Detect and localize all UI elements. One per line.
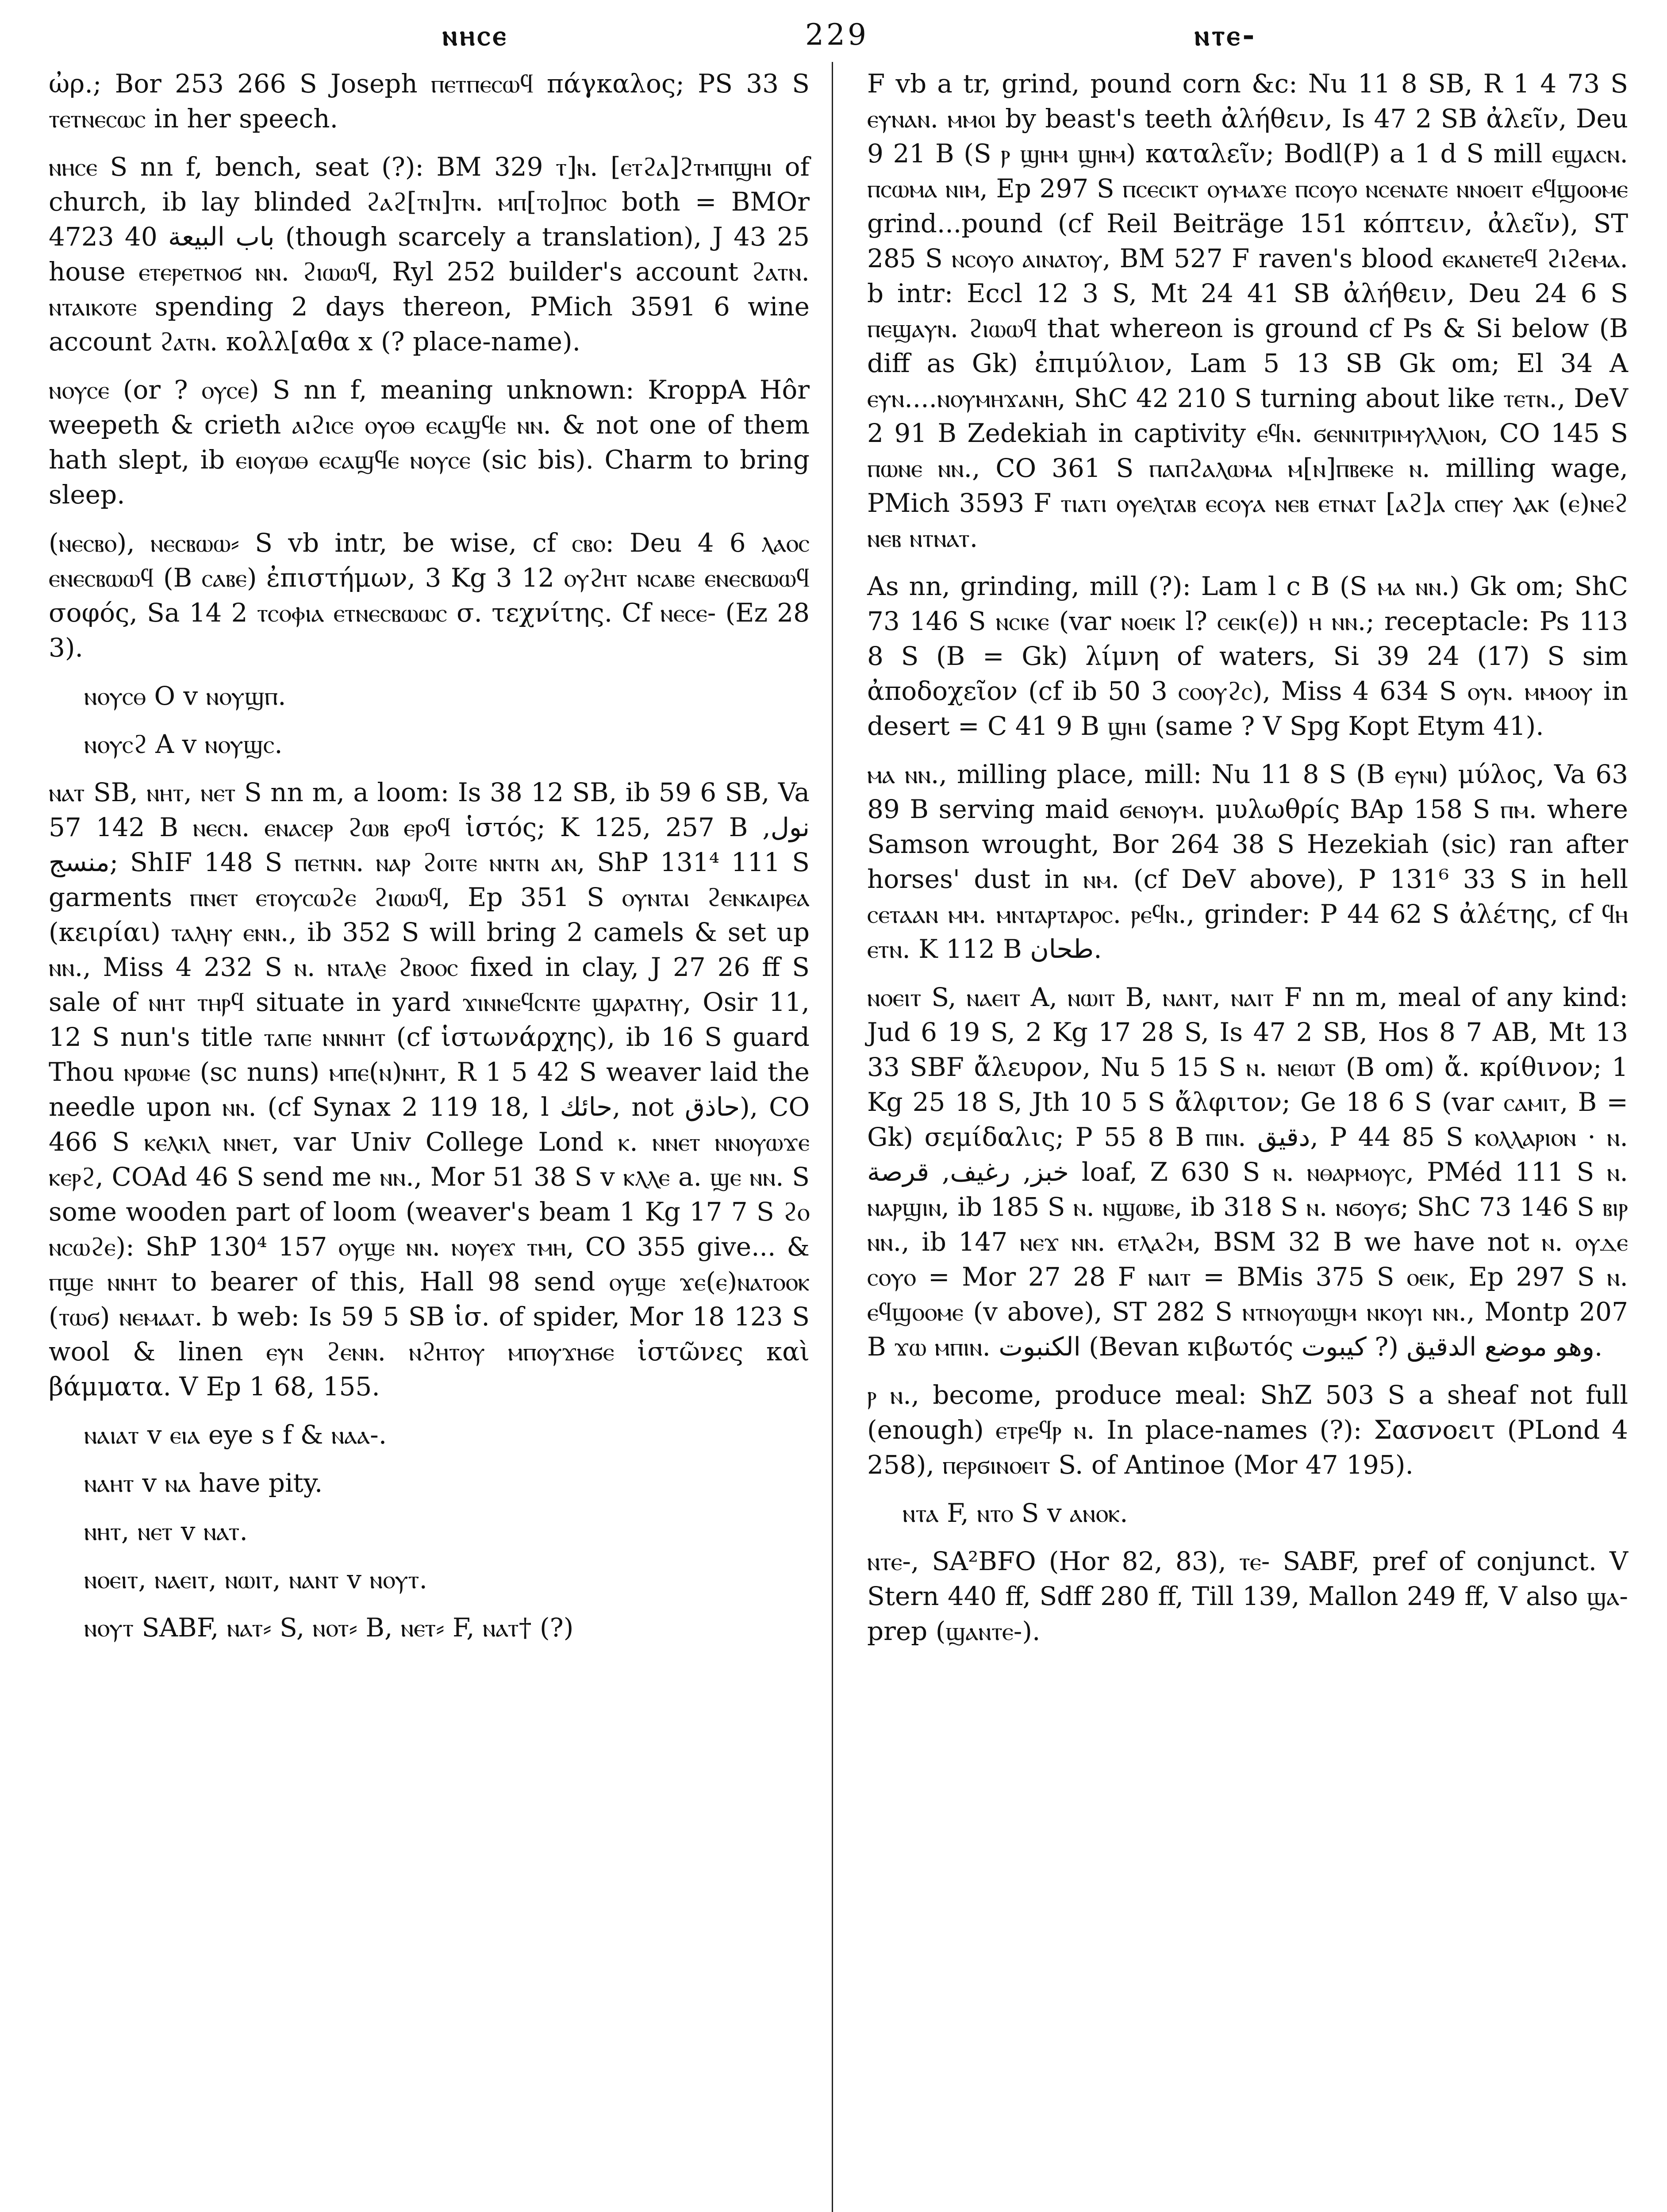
- header-left-headword: ⲛⲏⲥⲉ: [442, 18, 509, 52]
- entry-naiat: ⲛⲁⲓⲁⲧ v ⲉⲓⲁ eye s f & ⲛⲁⲁ-.: [84, 1420, 387, 1450]
- entry-naht: ⲛⲁⲏⲧ v ⲛⲁ have pity.: [84, 1468, 323, 1498]
- entry-nouse: ⲛⲟⲩⲥⲉ (or ? ⲟⲩⲥⲉ) S nn f, meaning unknown: KroppA Hôr weepeth & crieth ⲁⲓϩⲓⲥⲉ ⲟⲩⲟⲑ ⲉⲥⲁϣϥⲉ ⲛⲛ. & not one of them hath slept, ib ⲉⲓⲟⲩⲱⲑ ⲉⲥⲁϣϥⲉ ⲛⲟⲩⲥⲉ (sic bis). Charm to bring sleep.: [49, 375, 810, 510]
- entry-ma-nn: ⲙⲁ ⲛⲛ., milling place, mill: Nu 11 8 S (B ⲉⲩⲛⲓ) μύλος, Va 63 89 B serving maid ϭⲉⲛⲟⲩⲙ. μυλωθρίς BAp 158 S ⲡⲙ. where Samson wrought, Bor 264 38 S Hezekiah (sic) ran after horses' dust in ⲛⲙ. (cf DeV above), P 131⁶ 33 S in hell ⲥⲉⲧⲁⲁⲛ ⲙⲙ. ⲙⲛⲧⲁⲣⲧⲁⲣⲟⲥ. ⲣⲉϥⲛ., grinder: P 44 62 S ἀλέτης, cf ϥⲏ ⲉⲧⲛ. K 112 B طحان.: [867, 759, 1628, 964]
- entry-nte: ⲛⲧⲉ-, SA²BFO (Hor 82, 83), ⲧⲉ- SABF, pref of conjunct. V Stern 440 ff, Sdff 280 ff, Till 139, Mallon 249 ff, V also ϣⲁ- prep (ϣⲁⲛⲧⲉ-).: [867, 1546, 1628, 1646]
- entry-nht: ⲛⲏⲧ, ⲛⲉⲧ v ⲛⲁⲧ.: [84, 1516, 248, 1546]
- column-divider: [832, 62, 833, 2212]
- entry-continuation: ὠρ.; Bor 253 266 S Joseph ⲡⲉⲧⲡⲉⲥⲱϥ πάγκαλος; PS 33 S ⲧⲉⲧⲛⲉⲥⲱⲥ in her speech.: [49, 69, 810, 134]
- right-column: [867, 66, 1628, 1662]
- header-right-headword: ⲛⲧⲉ-: [1195, 18, 1257, 52]
- entry-noeit: ⲛⲟⲉⲓⲧ, ⲛⲁⲉⲓⲧ, ⲛⲱⲓⲧ, ⲛⲁⲛⲧ v ⲛⲟⲩⲧ.: [84, 1564, 427, 1594]
- entry-nesbo: (ⲛⲉⲥⲃⲟ), ⲛⲉⲥⲃⲱⲱ⸗ S vb intr, be wise, cf ⲥⲃⲟ: Deu 4 6 ⲗⲁⲟⲥ ⲉⲛⲉⲥⲃⲱⲱϥ (B ⲥⲁⲃⲉ) ἐπιστήμων, 3 Kg 3 12 ⲟⲩϩⲏⲧ ⲛⲥⲁⲃⲉ ⲉⲛⲉⲥⲃⲱⲱϥ σοφός, Sa 14 2 ⲧⲥⲟⲫⲓⲁ ⲉⲧⲛⲉⲥⲃⲱⲱⲥ σ. τεχνίτης. Cf ⲛⲉⲥⲉ- (Ez 28 3).: [49, 528, 810, 663]
- page-header: [0, 18, 1667, 66]
- entry-nousch: ⲛⲟⲩⲥϩ A v ⲛⲟⲩϣⲥ.: [84, 729, 283, 759]
- entry-as-noun: As nn, grinding, mill (?): Lam l c B (S ⲙⲁ ⲛⲛ.) Gk om; ShC 73 146 S ⲛⲥⲓⲕⲉ (var ⲛⲟⲉⲓⲕ l? ⲥⲉⲓⲕ(ⲉ)) ⲏ ⲛⲛ.; receptacle: Ps 113 8 S (B = Gk) λίμνη of waters, Si 39 24 (17) S sim ἀποδοχεῖον (cf ib 50 3 ⲥⲟⲟⲩϩⲥ), Miss 4 634 S ⲟⲩⲛ. ⲙⲙⲟⲟⲩ in desert = C 41 9 B ϣⲏⲓ (same ? V Spg Kopt Etym 41).: [867, 571, 1628, 741]
- entry-nta: ⲛⲧⲁ F, ⲛⲧⲟ S v ⲁⲛⲟⲕ.: [903, 1498, 1128, 1528]
- entry-nousth: ⲛⲟⲩⲥⲑ O v ⲛⲟⲩϣⲡ.: [84, 681, 286, 711]
- left-column: [49, 66, 810, 1659]
- entry-r-n: ⲣ ⲛ., become, produce meal: ShZ 503 S a sheaf not full (enough) ⲉⲧⲣⲉϥⲣ ⲛ. In place-names (?): Σασνοειτ (PLond 4 258), ⲡⲉⲣϭⲓⲛⲟⲉⲓⲧ S. of Antinoe (Mor 47 195).: [867, 1380, 1628, 1480]
- page-number: 229: [805, 18, 869, 52]
- entry-nout: ⲛⲟⲩⲧ SABF, ⲛⲁⲧ⸗ S, ⲛⲟⲧ⸗ B, ⲛⲉⲧ⸗ F, ⲛⲁⲧ† (?): [84, 1613, 574, 1643]
- entry-nat: ⲛⲁⲧ SB, ⲛⲏⲧ, ⲛⲉⲧ S nn m, a loom: Is 38 12 SB, ib 59 6 SB, Va 57 142 B ⲛⲉⲥⲛ. ⲉⲛⲁⲥⲉⲣ ϩⲱⲃ ⲉⲣⲟϥ ἱστός; K 125, 257 B نول, منسج; ShIF 148 S ⲡⲉⲧⲛⲛ. ⲛⲁⲣ ϩⲟⲓⲧⲉ ⲛⲛⲧⲛ ⲁⲛ, ShP 131⁴ 111 S garments ⲡⲛⲉⲧ ⲉⲧⲟⲩⲥⲱϩⲉ ϩⲓⲱⲱϥ, Ep 351 S ⲟⲩⲛⲧⲁⲓ ϩⲉⲛⲕⲁⲓⲣⲉⲁ (κειρίαι) ⲧⲁⲗⲏⲩ ⲉⲛⲛ., ib 352 S will bring 2 camels & set up ⲛⲛ., Miss 4 232 S ⲛ. ⲛⲧⲁⲗⲉ ϩⲃⲟⲟⲥ fixed in clay, J 27 26 ff S sale of ⲛⲏⲧ ⲧⲏⲣϥ situate in yard ϫⲓⲛⲛⲉϥⲥⲛⲧⲉ ϣⲁⲣⲁⲧⲏⲩ, Osir 11, 12 S nun's title ⲧⲁⲡⲉ ⲛⲛⲛⲏⲧ (cf ἱστωνάρχης), ib 16 S guard Thou ⲛⲣⲱⲙⲉ (sc nuns) ⲙⲡⲉ(ⲛ)ⲛⲏⲧ, R 1 5 42 S weaver laid the needle upon ⲛⲛ. (cf Synax 2 119 18, l حائك, not حاذق), CO 466 S ⲕⲉⲗⲕⲓⲗ ⲛⲛⲉⲧ, var Univ College Lond ⲕ. ⲛⲛⲉⲧ ⲛⲛⲟⲩⲱϫⲉ ⲕⲉⲣϩ, COAd 46 S send me ⲛⲛ., Mor 51 38 S v ⲕⲗⲗⲉ a. ϣⲉ ⲛⲛ. S some wooden part of loom (weaver's beam 1 Kg 17 7 S ϩⲟ ⲛⲥⲱϩⲉ): ShP 130⁴ 157 ⲟⲩϣⲉ ⲛⲛ. ⲛⲟⲩⲉϫ ⲧⲙⲏ, CO 355 give... & ⲡϣⲉ ⲛⲛⲏⲧ to bearer of this, Hall 98 send ⲟⲩϣⲉ ϫⲉ(ⲉ)ⲛⲁⲧⲟⲟⲕ (ⲧⲱϭ) ⲛⲉⲙⲁⲁⲧ. b web: Is 59 5 SB ἱσ. of spider, Mor 18 123 S wool & linen ⲉⲩⲛ ϩⲉⲛⲛ. ⲛϩⲏⲧⲟⲩ ⲙⲡⲟⲩϫⲏϭⲉ ἱστῶνες καὶ βάμματα. V Ep 1 68, 155.: [49, 777, 810, 1402]
- entry-noeit-meal: ⲛⲟⲉⲓⲧ S, ⲛⲁⲉⲓⲧ A, ⲛⲱⲓⲧ B, ⲛⲁⲛⲧ, ⲛⲁⲓⲧ F nn m, meal of any kind: Jud 6 19 S, 2 Kg 17 28 S, Is 47 2 SB, Hos 8 7 AB, Mt 13 33 SBF ἄλευρον, Nu 5 15 S ⲛ. ⲛⲉⲓⲱⲧ (B om) ἄ. κρίθινον; 1 Kg 25 18 S, Jth 10 5 S ἄλφιτον; Ge 18 6 S (var ⲥⲁⲙⲓⲧ, B = Gk) σεμίδαλις; P 55 8 B ⲡⲓⲛ. دقيق, P 44 85 S ⲕⲟⲗⲗⲁⲣⲓⲟⲛ · ⲛ. خبز, رغيف, قرصة loaf, Z 630 S ⲛ. ⲛⲑⲁⲣⲙⲟⲩⲥ, PMéd 111 S ⲛ. ⲛⲁⲣϣⲓⲛ, ib 185 S ⲛ. ⲛϣⲱⲃⲉ, ib 318 S ⲛ. ⲛϭⲟⲩϭ; ShC 73 146 S ⲃⲓⲣ ⲛⲛ., ib 147 ⲛⲉϫ ⲛⲛ. ⲉⲧⲗⲁϩⲙ, BSM 32 B we have not ⲛ. ⲟⲩⲇⲉ ⲥⲟⲩⲟ = Mor 27 28 F ⲛⲁⲓⲧ = BMis 375 S ⲟⲉⲓⲕ, Ep 297 S ⲛ. ⲉϥϣⲟⲟⲙⲉ (v above), ST 282 S ⲛⲧⲛⲟⲩⲱϣⲙ ⲛⲕⲟⲩⲓ ⲛⲛ., Montp 207 B ϫⲱ ⲙⲡⲓⲛ. الكنبوت (Bevan κιβωτός كيبوت ?) وهو موضع الدقيق.: [867, 982, 1628, 1362]
- entry-nout-continued: F vb a tr, grind, pound corn &c: Nu 11 8 SB, R 1 4 73 S ⲉⲩⲛⲁⲛ. ⲙⲙⲟⲓ by beast's teeth ἀλήθειν, Is 47 2 SB ἀλεῖν, Deu 9 21 B (S ⲣ ϣⲏⲙ ϣⲏⲙ) καταλεῖν; Bodl(P) a 1 d S mill ⲉϣⲁⲥⲛ. ⲡⲥⲱⲙⲁ ⲛⲓⲙ, Ep 297 S ⲡⲥⲉⲥⲓⲕⲧ ⲟⲩⲙⲁϫⲉ ⲡⲥⲟⲩⲟ ⲛⲥⲉⲛⲁⲧⲉ ⲛⲛⲟⲉⲓⲧ ⲉϥϣⲟⲟⲙⲉ grind...pound (cf Reil Beiträge 151 κόπτειν, ἀλεῖν), ST 285 S ⲛⲥⲟⲩⲟ ⲁⲓⲛⲁⲧⲟⲩ, BM 527 F raven's blood ⲉⲕⲁⲛⲉⲧⲉϥ ϩⲓϩⲉⲙⲁ. b intr: Eccl 12 3 S, Mt 24 41 SB ἀλήθειν, Deu 24 6 S ⲡⲉϣⲁⲩⲛ. ϩⲓⲱⲱϥ that whereon is ground cf Ps & Si below (B diff as Gk) ἐπιμύλιον, Lam 5 13 SB Gk om; El 34 A ⲉⲩⲛ....ⲛⲟⲩⲙⲏϫⲁⲛⲏ, ShC 42 210 S turning about like ⲧⲉⲧⲛ., DeV 2 91 B Zedekiah in captivity ⲉϥⲛ. ϭⲉⲛⲛⲓⲧⲣⲓⲙⲩⲗⲗⲓⲟⲛ, CO 145 S ⲡⲱⲛⲉ ⲛⲛ., CO 361 S ⲡⲁⲡϩⲁⲗⲱⲙⲁ ⲙ[ⲛ]ⲡⲃⲉⲕⲉ ⲛ. milling wage, PMich 3593 F ⲧⲓⲁⲧⲓ ⲟⲩⲉⲗⲧⲁⲃ ⲉⲥⲟⲩⲁ ⲛⲉⲃ ⲉⲧⲛⲁⲧ [ⲁϩ]ⲁ ⲥⲡⲉⲩ ⲗⲁⲕ (ⲉ)ⲛⲉϩ ⲛⲉⲃ ⲛⲧⲛⲁⲧ.: [867, 69, 1628, 553]
- entry-nhse: ⲛⲏⲥⲉ S nn f, bench, seat (?): BM 329 ⲧ]ⲛ. [ⲉⲧϩⲁ]ϩⲧⲙⲡϣⲏⲓ of church, ib lay blinded ϩⲁϩ[ⲧⲛ]ⲧⲛ. ⲙⲡ[ⲧⲟ]ⲡⲟⲥ both = BMOr 4723 40 باب البيعة (though scarcely a translation), J 43 25 house ⲉⲧⲉⲣⲉⲧⲛⲟϭ ⲛⲛ. ϩⲓⲱⲱϥ, Ryl 252 builder's account ϩⲁⲧⲛ. ⲛⲧⲁⲓⲕⲟⲧⲉ spending 2 days thereon, PMich 3591 6 wine account ϩⲁⲧⲛ. κολλ[αθα x (? place-name).: [49, 152, 810, 357]
